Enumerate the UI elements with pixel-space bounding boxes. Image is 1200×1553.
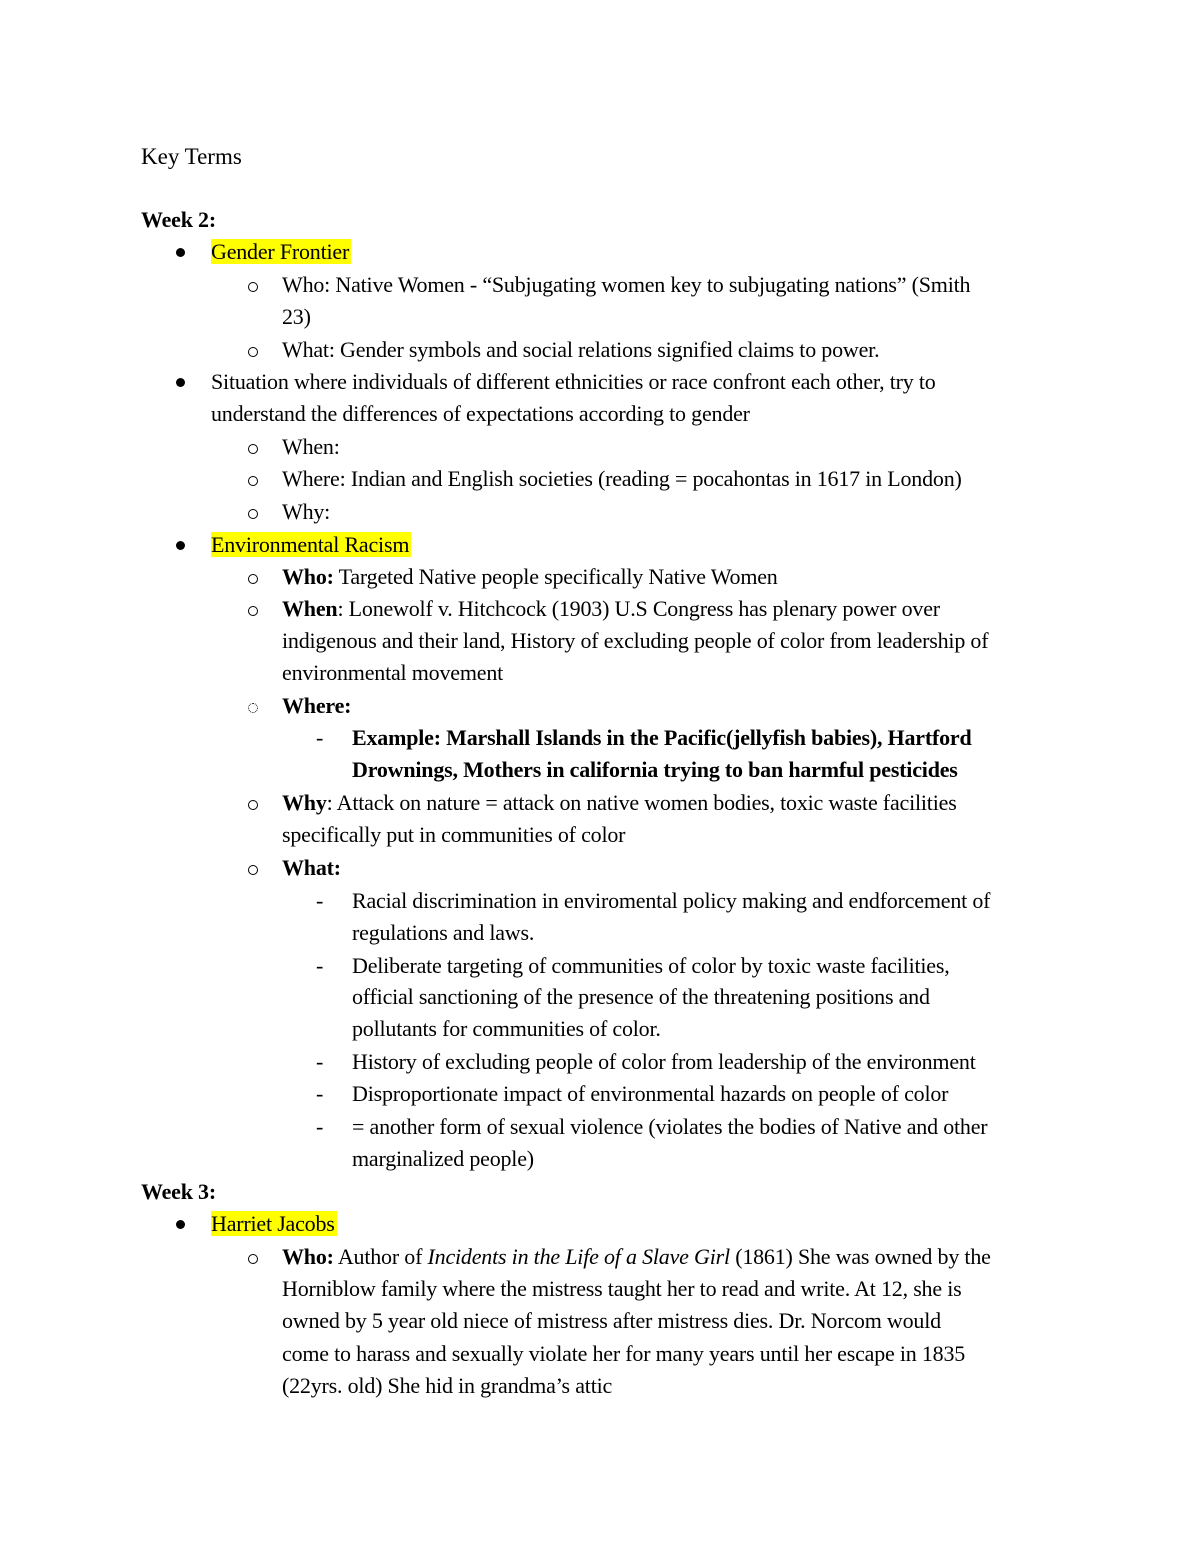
env-racism-when-line-2: indigenous and their land, History of excluding people of color from leadership of — [282, 628, 989, 653]
harriet-jacobs-line-5: (22yrs. old) She hid in grandma’s attic — [282, 1373, 613, 1398]
term-gender-frontier — [211, 236, 351, 268]
week-2-heading: Week 2: — [141, 207, 216, 232]
bullet-dash-icon: - — [316, 725, 324, 750]
env-racism-example-line-1: Example: Marshall Islands in the Pacific(jellyfish babies), Hartford — [352, 725, 972, 750]
what-item-5-line-1: = another form of sexual violence (violates the bodies of Native and other — [352, 1114, 988, 1139]
bullet-circle-icon — [248, 593, 258, 625]
bullet-dash-icon: - — [316, 888, 324, 913]
situation-where: Where: Indian and English societies (reading = pocahontas in 1617 in London) — [282, 466, 962, 491]
label-why: Why — [282, 790, 327, 815]
harriet-jacobs-line-3: owned by 5 year old niece of mistress after mistress dies. Dr. Norcom would — [282, 1308, 941, 1333]
bullet-circle-icon — [248, 334, 258, 366]
bullet-dot-icon — [176, 366, 185, 398]
what-item-3: History of excluding people of color from leadership of the environment — [352, 1049, 976, 1074]
bullet-circle-icon — [248, 269, 258, 301]
what-item-4: Disproportionate impact of environmental hazards on people of color — [352, 1081, 949, 1106]
bullet-dot-icon — [176, 529, 185, 561]
env-racism-when-line-1 — [282, 593, 940, 625]
harriet-jacobs-who-line-1 — [282, 1241, 991, 1273]
env-racism-who — [282, 561, 778, 593]
label-who: Who: — [282, 1244, 334, 1269]
gender-frontier-who-line-2: 23) — [282, 304, 311, 329]
what-item-2-line-3: pollutants for communities of color. — [352, 1016, 661, 1041]
env-racism-where: Where: — [282, 693, 352, 718]
bullet-circle-icon — [248, 431, 258, 463]
what-item-2-line-2: official sanctioning of the presence of the threatening positions and — [352, 984, 930, 1009]
label-who: Who: — [282, 564, 334, 589]
bullet-circle-icon — [248, 787, 258, 819]
week-3-heading: Week 3: — [141, 1179, 216, 1204]
harriet-jacobs-line-4: come to harass and sexually violate her for many years until her escape in 1835 — [282, 1341, 966, 1366]
env-racism-why-line-1 — [282, 787, 957, 819]
bullet-dash-icon: - — [316, 1049, 324, 1074]
who-text-post: (1861) She was owned by the — [729, 1244, 991, 1269]
env-racism-example-line-2: Drownings, Mothers in california trying to ban harmful pesticides — [352, 757, 958, 782]
bullet-dot-icon — [176, 1208, 185, 1240]
gender-frontier-who-line-1: Who: Native Women - “Subjugating women key to subjugating nations” (Smith — [282, 272, 971, 297]
term-environmental-racism — [211, 529, 411, 561]
env-racism-when-text: : Lonewolf v. Hitchcock (1903) U.S Congress has plenary power over — [337, 596, 940, 621]
env-racism-when-line-3: environmental movement — [282, 660, 504, 685]
what-item-5-line-2: marginalized people) — [352, 1146, 534, 1171]
bullet-circle-icon — [248, 561, 258, 593]
page-title: Key Terms — [141, 144, 242, 169]
highlighted-term: Harriet Jacobs — [211, 1211, 335, 1236]
what-item-1-line-2: regulations and laws. — [352, 920, 535, 945]
bullet-circle-dotted-icon — [248, 690, 258, 722]
book-title: Incidents in the Life of a Slave Girl — [427, 1244, 730, 1269]
bullet-dot-icon — [176, 236, 185, 268]
bullet-circle-icon — [248, 496, 258, 528]
bullet-circle-icon — [248, 1241, 258, 1273]
bullet-circle-icon — [248, 463, 258, 495]
situation-line-1: Situation where individuals of different ethnicities or race confront each other, try to — [211, 369, 936, 394]
bullet-dash-icon: - — [316, 1081, 324, 1106]
situation-when: When: — [282, 434, 340, 459]
harriet-jacobs-line-2: Horniblow family where the mistress taught her to read and write. At 12, she is — [282, 1276, 962, 1301]
env-racism-why-text: : Attack on nature = attack on native women bodies, toxic waste facilities — [326, 790, 957, 815]
env-racism-who-text: Targeted Native people specifically Native Women — [333, 564, 778, 589]
term-harriet-jacobs — [211, 1208, 337, 1240]
gender-frontier-what: What: Gender symbols and social relations signified claims to power. — [282, 337, 880, 362]
label-when: When — [282, 596, 338, 621]
what-item-2-line-1: Deliberate targeting of communities of color by toxic waste facilities, — [352, 953, 950, 978]
situation-why: Why: — [282, 499, 331, 524]
highlighted-term: Environmental Racism — [211, 532, 410, 557]
env-racism-what: What: — [282, 855, 341, 880]
bullet-dash-icon: - — [316, 953, 324, 978]
bullet-dash-icon: - — [316, 1114, 324, 1139]
situation-line-2: understand the differences of expectations according to gender — [211, 401, 750, 426]
what-item-1-line-1: Racial discrimination in enviromental policy making and endforcement of — [352, 888, 991, 913]
bullet-circle-icon — [248, 852, 258, 884]
highlighted-term: Gender Frontier — [211, 239, 350, 264]
env-racism-why-line-2: specifically put in communities of color — [282, 822, 626, 847]
who-text-pre: Author of — [333, 1244, 428, 1269]
